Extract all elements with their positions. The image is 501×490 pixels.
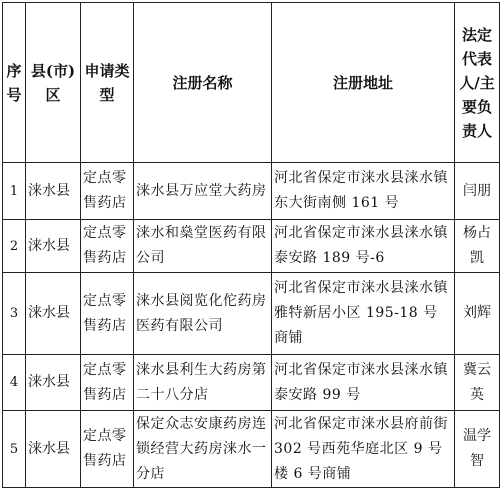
cell-type: 定点零售药店 <box>81 355 134 411</box>
table-row <box>3 355 500 411</box>
header-name: 注册名称 <box>134 3 272 163</box>
cell-county: 涞水县 <box>26 220 81 273</box>
table-row <box>3 411 500 488</box>
header-no: 序号 <box>3 3 26 163</box>
header-county: 县(市)区 <box>26 3 81 163</box>
cell-addr: 河北省保定市涞水县涞水镇东大街南侧 161 号 <box>272 163 455 220</box>
table-row <box>3 220 500 273</box>
header-type: 申请类型 <box>81 3 134 163</box>
cell-name: 保定众志安康药房连锁经营大药房涞水一分店 <box>134 411 272 488</box>
cell-county: 涞水县 <box>26 273 81 355</box>
cell-addr: 河北省保定市涞水县涞水镇泰安路 99 号 <box>272 355 455 411</box>
cell-name: 涞水县万应堂大药房 <box>134 163 272 220</box>
header-addr: 注册地址 <box>272 3 455 163</box>
cell-no: 2 <box>3 220 26 273</box>
cell-person: 冀云英 <box>455 355 500 411</box>
cell-name: 涞水县利生大药房第二十八分店 <box>134 355 272 411</box>
cell-addr: 河北省保定市涞水县涞水镇泰安路 189 号-6 <box>272 220 455 273</box>
cell-person: 杨占凯 <box>455 220 500 273</box>
cell-person: 闫朋 <box>455 163 500 220</box>
table-header-row <box>3 3 500 163</box>
cell-type: 定点零售药店 <box>81 273 134 355</box>
cell-addr: 河北省保定市涞水县府前街 302 号西苑华庭北区 9 号楼 6 号商铺 <box>272 411 455 488</box>
cell-type: 定点零售药店 <box>81 163 134 220</box>
cell-no: 4 <box>3 355 26 411</box>
table-row <box>3 163 500 220</box>
cell-no: 5 <box>3 411 26 488</box>
cell-name: 涞水和燊堂医药有限公司 <box>134 220 272 273</box>
registry-table <box>2 2 500 488</box>
cell-no: 1 <box>3 163 26 220</box>
cell-name: 涞水县阅览化佗药房医药有限公司 <box>134 273 272 355</box>
cell-county: 涞水县 <box>26 355 81 411</box>
cell-county: 涞水县 <box>26 163 81 220</box>
registry-table-wrapper <box>2 2 500 488</box>
cell-type: 定点零售药店 <box>81 411 134 488</box>
table-row <box>3 273 500 355</box>
header-person: 法定代表人/主要负责人 <box>455 3 500 163</box>
cell-type: 定点零售药店 <box>81 220 134 273</box>
cell-addr: 河北省保定市涞水县涞水镇雅特新居小区 195-18 号商铺 <box>272 273 455 355</box>
cell-county: 涞水县 <box>26 411 81 488</box>
cell-no: 3 <box>3 273 26 355</box>
cell-person: 温学智 <box>455 411 500 488</box>
cell-person: 刘辉 <box>455 273 500 355</box>
